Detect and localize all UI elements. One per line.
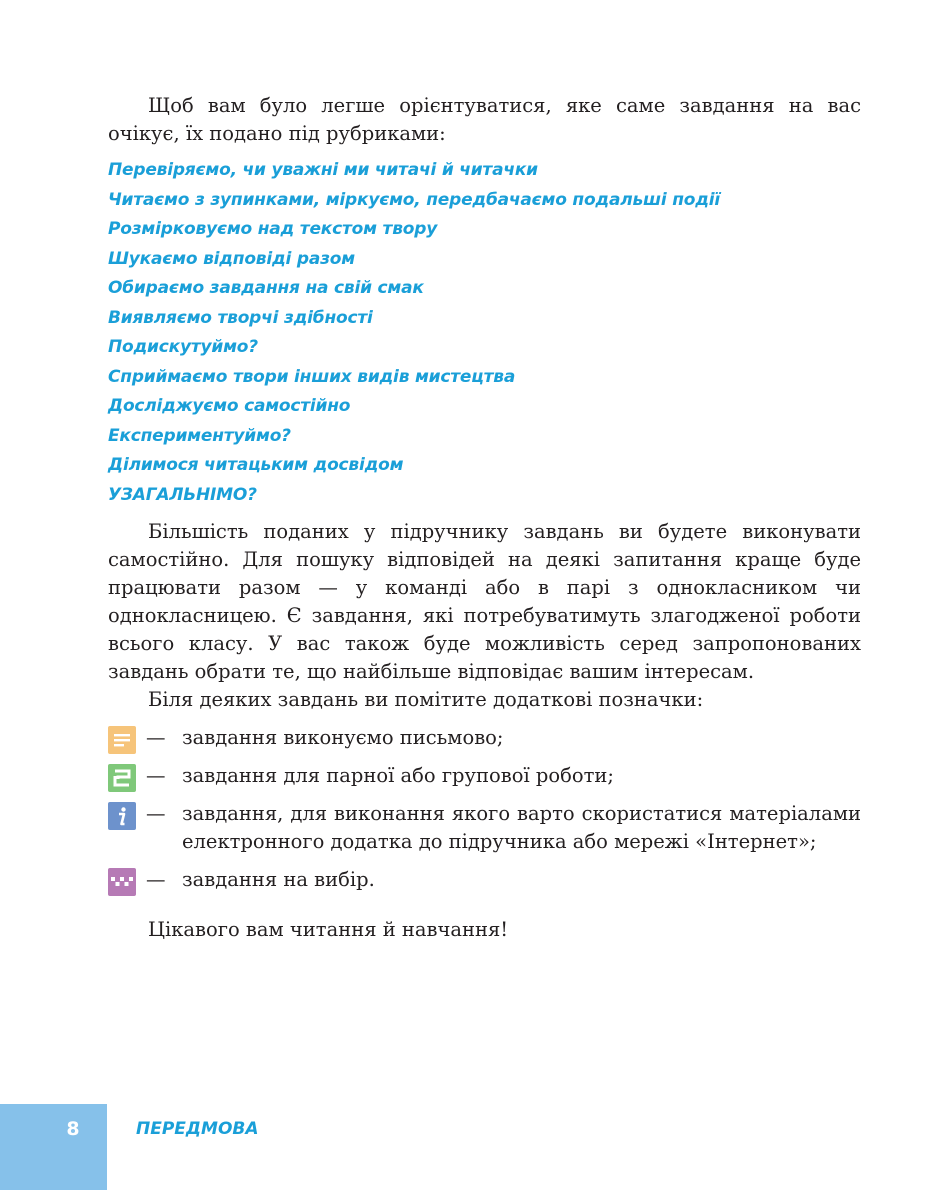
legend-item-info (108, 800, 861, 856)
legend-dash: — (146, 764, 166, 787)
rubric-list (108, 156, 861, 510)
page-number: 8 (66, 1118, 80, 1140)
rubric-item: Шукаємо відповіді разом (108, 248, 355, 269)
marks-intro-paragraph: Біля деяких завдань ви помітите додаткові позначки: (148, 688, 704, 711)
choice-icon (108, 868, 136, 896)
legend-item-writing (108, 724, 861, 752)
closing-line: Цікавого вам читання й навчання! (148, 918, 509, 941)
rubric-item: Досліджуємо самостійно (108, 396, 351, 416)
rubric-item: Розмірковуємо над текстом твору (108, 219, 438, 239)
rubric-item: Ділимося читацьким досвідом (108, 455, 404, 475)
marks-legend (108, 724, 861, 894)
page-content (108, 92, 861, 964)
rubric-item: Експериментуймо? (108, 425, 291, 446)
page-number-tab (0, 1104, 107, 1190)
rubric-item: Сприймаємо твори інших видів мистецтва (108, 366, 516, 387)
rubric-item: УЗАГАЛЬНІМО? (108, 484, 257, 505)
legend-text: завдання на вибір. (182, 868, 375, 891)
info-icon (108, 802, 136, 830)
legend-dash: — (146, 726, 166, 749)
rubric-item: Виявляємо творчі здібності (108, 307, 373, 328)
tasks-paragraph: Більшість поданих у підручнику завдань ви будете виконувати самостійно. Для пошуку відповідей на деякі запитання краще буде працювати разом — у команді або в парі з однокласником чи однокласницею. Є завдання, які потребуватимуть злагодженої роботи всього класу. У вас також буде можливість серед запропонованих завдань обрати те, що найбільше відповідає вашим інтересам. (108, 520, 861, 683)
legend-item-choice (108, 866, 861, 894)
legend-text: завдання виконуємо письмово; (182, 726, 504, 749)
rubric-item: Перевіряємо, чи уважні ми читачі й читачки (108, 160, 538, 180)
section-title: ПЕРЕДМОВА (136, 1119, 259, 1139)
legend-item-pair (108, 762, 861, 790)
rubric-item: Обираємо завдання на свій смак (108, 278, 424, 298)
legend-dash: — (146, 802, 166, 825)
legend-dash: — (146, 868, 166, 891)
legend-text: завдання для парної або групової роботи; (182, 764, 614, 787)
rubric-item: Читаємо з зупинками, міркуємо, передбачаємо подальші події (108, 189, 721, 210)
pair-work-icon (108, 764, 136, 792)
rubric-item: Подискутуймо? (108, 337, 258, 357)
legend-text: завдання, для виконання якого варто скористатися матеріалами електронного додатка до підручника або мережі «Інтернет»; (182, 802, 861, 853)
intro-paragraph: Щоб вам було легше орієнтуватися, яке саме завдання на вас очікує, їх подано під рубриками: (108, 94, 861, 145)
writing-icon (108, 726, 136, 754)
